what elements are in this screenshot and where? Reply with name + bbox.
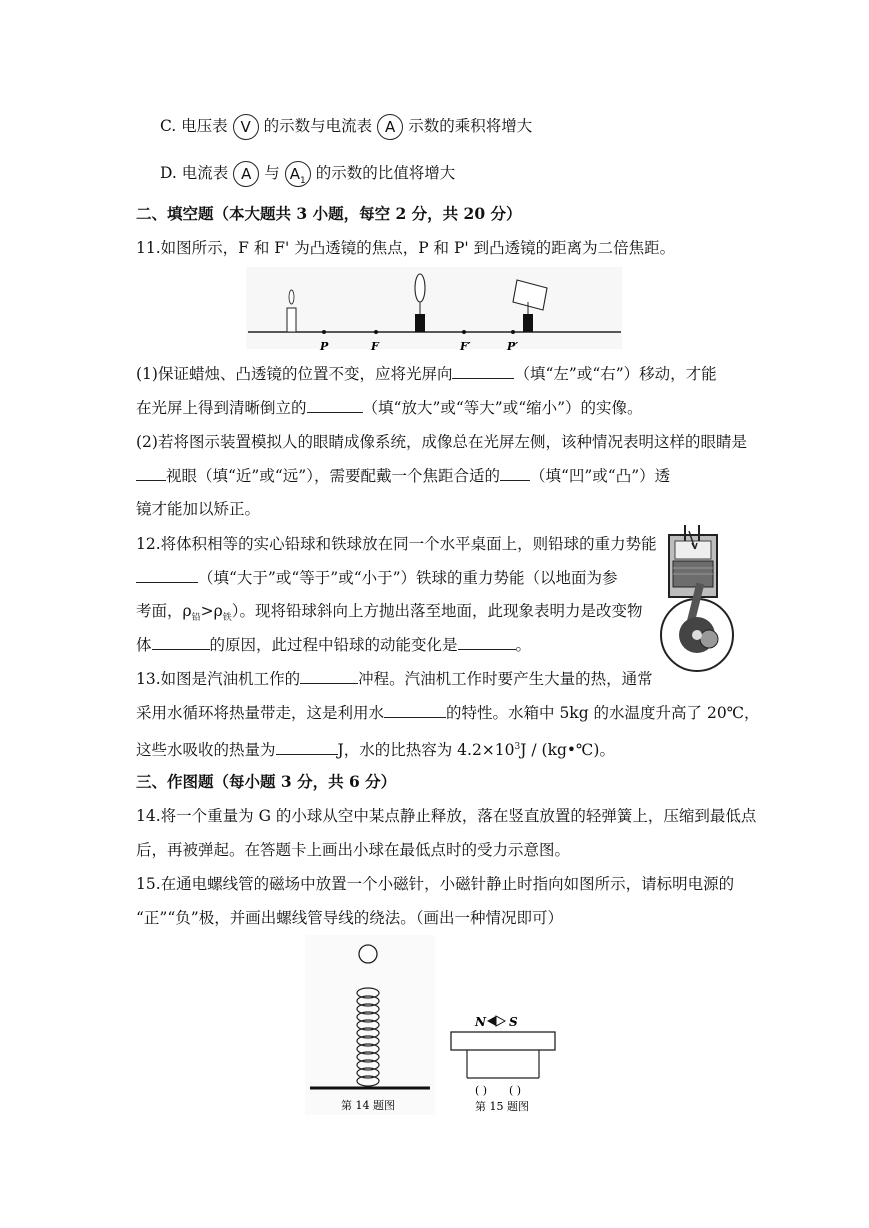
q14-line1: 14.将一个重量为 G 的小球从空中某点静止释放，落在竖直放置的轻弹簧上，压缩到最低点 (136, 807, 757, 825)
q12-line4 (136, 635, 531, 655)
q12-l4c: 。 (515, 636, 532, 654)
q11-sub2-line1: (2)若将图示装置模拟人的眼睛成像系统，成像总在光屏左侧，该种情况表明这样的眼睛是 (136, 433, 747, 451)
answer-blank[interactable] (136, 568, 198, 583)
ball-spring-figure (305, 935, 435, 1115)
q14-line2: 后，再被弹起。在答题卡上画出小球在最低点时的受力示意图。 (136, 841, 571, 859)
voltmeter-symbol: V (233, 114, 259, 140)
q13-l3c: J / (kg•℃)。 (520, 741, 615, 760)
section-3-title: 三、作图题（每小题 3 分，共 6 分） (136, 772, 397, 791)
q13-l3b: J，水的比热容为 4.2×10 (337, 741, 515, 760)
label-p: P (320, 340, 329, 353)
q11-sub2-line2 (136, 466, 670, 486)
solenoid-figure (445, 1010, 565, 1115)
needle-south (496, 1016, 505, 1026)
terminal-right: ( ) (509, 1084, 522, 1097)
q12-line1: 12.将体积相等的实心铅球和铁球放在同一个水平桌面上，则铅球的重力势能 (136, 535, 657, 553)
q11-sub2-c: （填“凹”或“凸”）透 (529, 467, 671, 485)
answer-blank[interactable] (152, 635, 210, 650)
needle-north (487, 1016, 496, 1026)
q13-l3a: 这些水吸收的热量为 (136, 741, 276, 760)
answer-blank[interactable] (500, 466, 530, 481)
ammeter-symbol: A (233, 161, 259, 187)
q15-line2: “正”“负”极，并画出螺线管导线的绕法。（画出一种情况即可） (136, 909, 563, 927)
q12-l3a: 考面，ρ (136, 602, 192, 620)
q11-sub1-line2 (136, 398, 643, 418)
q11-sub1-c: 在光屏上得到清晰倒立的 (136, 399, 307, 417)
q12-line3 (136, 601, 643, 628)
answer-blank[interactable] (384, 703, 446, 718)
option-d-suffix: 的示数的比值将增大 (315, 164, 456, 182)
q13-line3 (136, 737, 615, 760)
q11-text: 11.如图所示，F 和 F' 为凸透镜的焦点，P 和 P' 到凸透镜的距离为二倍焦距。 (136, 239, 676, 257)
answer-blank[interactable] (136, 466, 166, 481)
q11-sub1-line1 (136, 364, 717, 384)
q12-l3c: ）。现将铅球斜向上方抛出落至地面，此现象表明力是改变物 (231, 602, 643, 620)
label-p-prime: P′ (507, 340, 519, 353)
q12-l4b: 的原因，此过程中铅球的动能变化是 (209, 636, 458, 654)
q12-l3sub1: 铅 (191, 613, 201, 624)
q13-line2 (136, 703, 760, 723)
label-f: F (371, 340, 379, 353)
option-d (160, 161, 455, 187)
ammeter-symbol: A (377, 114, 403, 140)
q15-line1: 15.在通电螺线管的磁场中放置一个小磁针，小磁针静止时指向如图所示，请标明电源的 (136, 875, 735, 893)
q11-sub2-b: 视眼（填“近”或“远”），需要配戴一个焦距合适的 (166, 467, 500, 485)
answer-blank[interactable] (307, 398, 363, 413)
s-label: S (509, 1015, 518, 1029)
section-2-title: 二、填空题（本大题共 3 小题，每空 2 分，共 20 分） (136, 204, 522, 223)
answer-blank[interactable] (276, 740, 338, 755)
option-c (160, 114, 532, 140)
fig15-caption: 第 15 题图 (475, 1100, 529, 1113)
answer-blank[interactable] (452, 364, 514, 379)
answer-blank[interactable] (300, 669, 358, 684)
q12-l2: （填“大于”或“等于”或“小于”）铁球的重力势能（以地面为参 (198, 569, 618, 587)
q13-line1 (136, 669, 653, 689)
q12-l3sub2: 铁 (222, 613, 232, 624)
q11-sub2-line3: 镜才能加以矫正。 (136, 500, 261, 518)
q12-line2 (136, 568, 618, 588)
q13-l1a: 13.如图是汽油机工作的 (136, 670, 301, 688)
terminal-left: ( ) (475, 1084, 488, 1097)
ammeter-a1-symbol (285, 161, 311, 187)
n-label: N (475, 1015, 486, 1029)
q13-l2b: 的特性。水箱中 5kg 的水温度升高了 20℃， (446, 704, 760, 722)
option-c-suffix: 示数的乘积将增大 (408, 117, 533, 135)
q11-sub1-a: (1)保证蜡烛、凸透镜的位置不变，应将光屏向 (136, 365, 453, 383)
q13-l3sup: 3 (514, 742, 521, 752)
q13-l1b: 冲程。汽油机工作时要产生大量的热，通常 (358, 670, 653, 688)
q12-l4a: 体 (136, 636, 152, 654)
option-c-prefix: C. 电压表 (160, 117, 228, 135)
option-c-mid: 的示数与电流表 (263, 117, 373, 135)
answer-blank[interactable] (458, 635, 516, 650)
optical-bench-figure (245, 266, 625, 354)
fig14-caption: 第 14 题图 (341, 1099, 395, 1112)
q11-sub1-d: （填“放大”或“等大”或“缩小”）的实像。 (362, 399, 643, 417)
option-d-mid: 与 (264, 164, 280, 182)
ammeter-a1-main: A (289, 165, 301, 183)
label-f-prime: F′ (460, 340, 471, 353)
option-d-prefix: D. 电流表 (160, 164, 229, 182)
q12-l3b: >ρ (200, 602, 223, 620)
q11-sub1-b: （填“左”或“右”）移动，才能 (514, 365, 717, 383)
q13-l2a: 采用水循环将热量带走，这是利用水 (136, 704, 385, 722)
ammeter-a1-sub: 1 (300, 176, 306, 186)
engine-figure (657, 523, 739, 680)
